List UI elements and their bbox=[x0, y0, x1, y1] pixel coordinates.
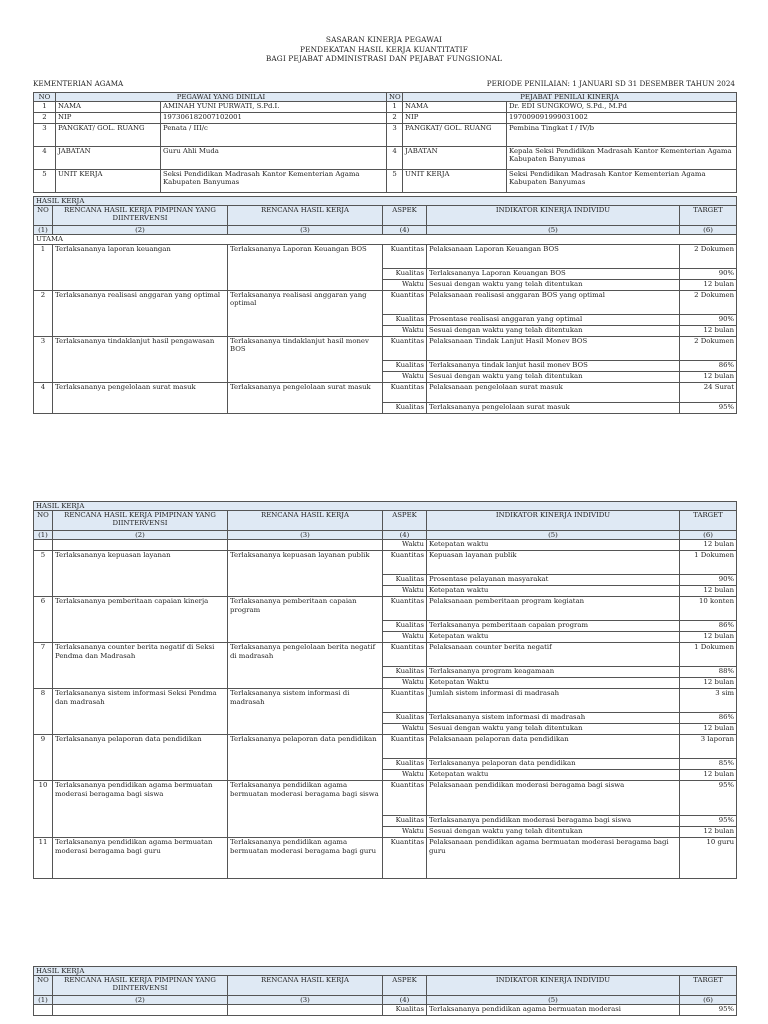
target-cell: 10 konten bbox=[680, 597, 737, 621]
aspek-cell: Waktu bbox=[383, 678, 427, 689]
indikator-cell: Ketepatan Waktu bbox=[427, 678, 680, 689]
col-header-rhk: RENCANA HASIL KERJA bbox=[228, 511, 383, 531]
indikator-cell: Pelaksanaan pendidikan moderasi beragama bagi siswa bbox=[427, 781, 680, 816]
document-page-1 bbox=[0, 0, 768, 440]
rhk-cell: Terlaksananya sistem informasi di madrasah bbox=[228, 689, 383, 735]
aspek-cell: Kualitas bbox=[383, 667, 427, 678]
indikator-cell: Sesuai dengan waktu yang telah ditentukan bbox=[427, 827, 680, 838]
identity-label: PANGKAT/ GOL. RUANG bbox=[56, 124, 161, 147]
aspek-cell: Kualitas bbox=[383, 1005, 427, 1016]
target-cell: 2 Dokumen bbox=[680, 290, 737, 314]
identity-left-title: PEGAWAI YANG DINILAI bbox=[56, 93, 387, 102]
table-row bbox=[34, 597, 737, 621]
table-row bbox=[34, 382, 737, 402]
table-row bbox=[34, 244, 737, 268]
target-cell: 85% bbox=[680, 759, 737, 770]
identity-label-right: PANGKAT/ GOL. RUANG bbox=[403, 124, 507, 147]
section-row bbox=[34, 197, 737, 206]
target-cell: 12 bulan bbox=[680, 586, 737, 597]
target-cell: 2 Dokumen bbox=[680, 244, 737, 268]
hasil-kerja-table-1 bbox=[33, 196, 737, 414]
aspek-cell: Kuantitas bbox=[383, 382, 427, 402]
target-cell: 95% bbox=[680, 402, 737, 413]
rhk-pimpinan-empty bbox=[53, 540, 228, 551]
employee-value: Penata / III/c bbox=[161, 124, 387, 147]
identity-label-right: UNIT KERJA bbox=[403, 170, 507, 193]
column-number: (1) bbox=[34, 531, 53, 540]
utama-label: UTAMA bbox=[34, 235, 737, 244]
indikator-cell: Pelaksanaan realisasi anggaran BOS yang optimal bbox=[427, 290, 680, 314]
indikator-cell: Pelaksanaan pendidikan agama bermuatan moderasi beragama bagi guru bbox=[427, 838, 680, 879]
header-line-1: SASARAN KINERJA PEGAWAI bbox=[325, 35, 443, 44]
item-no: 7 bbox=[34, 643, 53, 689]
aspek-cell: Waktu bbox=[383, 586, 427, 597]
target-cell: 86% bbox=[680, 360, 737, 371]
col-header-indikator: INDIKATOR KINERJA INDIVIDU bbox=[427, 206, 680, 226]
aspek-cell: Kuantitas bbox=[383, 735, 427, 759]
target-cell: 12 bulan bbox=[680, 540, 737, 551]
aspek-cell: Kualitas bbox=[383, 759, 427, 770]
target-cell: 2 Dokumen bbox=[680, 336, 737, 360]
rhk-cell: Terlaksananya kepuasan layanan publik bbox=[228, 551, 383, 597]
table-row bbox=[34, 1005, 737, 1016]
col-header-rhk: RENCANA HASIL KERJA bbox=[228, 976, 383, 996]
rhk-pimpinan-cell: Terlaksananya pemberitaan capaian kinerja bbox=[53, 597, 228, 643]
table-row bbox=[34, 838, 737, 879]
target-cell: 1 Dokumen bbox=[680, 643, 737, 667]
employee-value: Guru Ahli Muda bbox=[161, 147, 387, 170]
item-no: 2 bbox=[34, 290, 53, 336]
aspek-cell: Kuantitas bbox=[383, 689, 427, 713]
identity-row bbox=[34, 102, 737, 113]
indikator-cell: Ketepatan waktu bbox=[427, 586, 680, 597]
column-number-row bbox=[34, 996, 737, 1005]
indikator-cell: Pelaksanaan pengelolaan surat masuk bbox=[427, 382, 680, 402]
aspek-cell: Waktu bbox=[383, 770, 427, 781]
identity-label: NAMA bbox=[56, 102, 161, 113]
rhk-cell: Terlaksananya pendidikan agama bermuatan moderasi beragama bagi siswa bbox=[228, 781, 383, 838]
identity-no-right: 1 bbox=[387, 102, 403, 113]
ministry-label: KEMENTERIAN AGAMA bbox=[33, 79, 124, 88]
identity-row bbox=[34, 170, 737, 193]
col-header-no: NO bbox=[34, 206, 53, 226]
target-cell: 90% bbox=[680, 268, 737, 279]
section-row bbox=[34, 967, 737, 976]
rhk-cell: Terlaksananya Laporan Keuangan BOS bbox=[228, 244, 383, 290]
item-no: 5 bbox=[34, 551, 53, 597]
rhk-cell: Terlaksananya pelaporan data pendidikan bbox=[228, 735, 383, 781]
column-number: (1) bbox=[34, 996, 53, 1005]
employee-value: AMINAH YUNI PURWATI, S.Pd.I. bbox=[161, 102, 387, 113]
target-cell: 12 bulan bbox=[680, 770, 737, 781]
column-header-row bbox=[34, 206, 737, 226]
indikator-cell: Sesuai dengan waktu yang telah ditentukan bbox=[427, 279, 680, 290]
indikator-cell: Kepuasan layanan publik bbox=[427, 551, 680, 575]
col-header-target: TARGET bbox=[680, 511, 737, 531]
rhk-cell: Terlaksananya tindaklanjut hasil monev BOS bbox=[228, 336, 383, 382]
table-row bbox=[34, 540, 737, 551]
indikator-cell: Terlaksananya pengelolaan surat masuk bbox=[427, 402, 680, 413]
indikator-cell: Ketepatan waktu bbox=[427, 632, 680, 643]
indikator-cell: Terlaksananya Laporan Keuangan BOS bbox=[427, 268, 680, 279]
column-number: (3) bbox=[228, 531, 383, 540]
indikator-cell: Terlaksananya sistem informasi di madrasah bbox=[427, 713, 680, 724]
table-row bbox=[34, 551, 737, 575]
target-cell: 86% bbox=[680, 621, 737, 632]
item-no: 6 bbox=[34, 597, 53, 643]
indikator-cell: Terlaksananya program keagamaan bbox=[427, 667, 680, 678]
item-no: 4 bbox=[34, 382, 53, 413]
rhk-pimpinan-cell: Terlaksananya pengelolaan surat masuk bbox=[53, 382, 228, 413]
rhk-pimpinan-cell: Terlaksananya realisasi anggaran yang optimal bbox=[53, 290, 228, 336]
column-number: (2) bbox=[53, 531, 228, 540]
col-header-aspek: ASPEK bbox=[383, 511, 427, 531]
utama-row bbox=[34, 235, 737, 244]
table-row bbox=[34, 336, 737, 360]
col-header-target: TARGET bbox=[680, 976, 737, 996]
target-cell: 95% bbox=[680, 816, 737, 827]
indikator-cell: Sesuai dengan waktu yang telah ditentukan bbox=[427, 724, 680, 735]
indikator-cell: Terlaksananya pelaporan data pendidikan bbox=[427, 759, 680, 770]
rhk-cell: Terlaksananya pemberitaan capaian program bbox=[228, 597, 383, 643]
employee-value: Seksi Pendidikan Madrasah Kantor Kementerian Agama Kabupaten Banyumas bbox=[161, 170, 387, 193]
identity-row bbox=[34, 124, 737, 147]
column-number: (1) bbox=[34, 226, 53, 235]
col-header-aspek: ASPEK bbox=[383, 206, 427, 226]
indikator-cell: Pelaksanaan Tindak Lanjut Hasil Monev BOS bbox=[427, 336, 680, 360]
aspek-cell: Kuantitas bbox=[383, 643, 427, 667]
aspek-cell: Kualitas bbox=[383, 360, 427, 371]
item-no-empty bbox=[34, 1005, 53, 1016]
aspek-cell: Waktu bbox=[383, 371, 427, 382]
aspek-cell: Kualitas bbox=[383, 314, 427, 325]
rhk-cell: Terlaksananya pengelolaan berita negatif di madrasah bbox=[228, 643, 383, 689]
column-number: (6) bbox=[680, 996, 737, 1005]
column-number: (3) bbox=[228, 996, 383, 1005]
identity-label-right: JABATAN bbox=[403, 147, 507, 170]
indikator-cell: Terlaksananya tindak lanjut hasil monev BOS bbox=[427, 360, 680, 371]
table-row bbox=[34, 643, 737, 667]
identity-col-no: NO bbox=[34, 93, 56, 102]
identity-col-no-right: NO bbox=[387, 93, 403, 102]
column-number: (6) bbox=[680, 531, 737, 540]
identity-no: 3 bbox=[34, 124, 56, 147]
identity-row bbox=[34, 147, 737, 170]
col-header-aspek: ASPEK bbox=[383, 976, 427, 996]
identity-no-right: 5 bbox=[387, 170, 403, 193]
rhk-pimpinan-cell: Terlaksananya counter berita negatif di Seksi Pendma dan Madrasah bbox=[53, 643, 228, 689]
target-cell: 12 bulan bbox=[680, 827, 737, 838]
rhk-empty bbox=[228, 540, 383, 551]
target-cell: 90% bbox=[680, 314, 737, 325]
column-header-row bbox=[34, 976, 737, 996]
aspek-cell: Kuantitas bbox=[383, 597, 427, 621]
header-line-2: PENDEKATAN HASIL KERJA KUANTITATIF bbox=[300, 44, 468, 54]
col-header-indikator: INDIKATOR KINERJA INDIVIDU bbox=[427, 976, 680, 996]
target-cell: 90% bbox=[680, 575, 737, 586]
rhk-pimpinan-empty bbox=[53, 1005, 228, 1016]
identity-label: UNIT KERJA bbox=[56, 170, 161, 193]
col-header-rhk-pimpinan: RENCANA HASIL KERJA PIMPINAN YANG DIINTERVENSI bbox=[53, 976, 228, 996]
indikator-cell: Jumlah sistem informasi di madrasah bbox=[427, 689, 680, 713]
section-title: HASIL KERJA bbox=[34, 967, 737, 976]
identity-label: JABATAN bbox=[56, 147, 161, 170]
supervisor-value: Dr. EDI SUNGKOWO, S.Pd., M.Pd bbox=[507, 102, 737, 113]
target-cell: 10 guru bbox=[680, 838, 737, 879]
document-header bbox=[0, 35, 768, 64]
rhk-pimpinan-cell: Terlaksananya pelaporan data pendidikan bbox=[53, 735, 228, 781]
hasil-kerja-table-3 bbox=[33, 966, 737, 1016]
target-cell: 12 bulan bbox=[680, 279, 737, 290]
rhk-empty bbox=[228, 1005, 383, 1016]
item-no-empty bbox=[34, 540, 53, 551]
aspek-cell: Kuantitas bbox=[383, 781, 427, 816]
aspek-cell: Kualitas bbox=[383, 713, 427, 724]
aspek-cell: Kualitas bbox=[383, 268, 427, 279]
identity-no: 1 bbox=[34, 102, 56, 113]
indikator-cell: Prosentase realisasi anggaran yang optimal bbox=[427, 314, 680, 325]
item-no: 8 bbox=[34, 689, 53, 735]
rhk-pimpinan-cell: Terlaksananya kepuasan layanan bbox=[53, 551, 228, 597]
document-page-3 bbox=[0, 965, 768, 1024]
indikator-cell: Pelaksanaan pelaporan data pendidikan bbox=[427, 735, 680, 759]
column-number: (2) bbox=[53, 226, 228, 235]
col-header-rhk-pimpinan: RENCANA HASIL KERJA PIMPINAN YANG DIINTERVENSI bbox=[53, 206, 228, 226]
aspek-cell: Kualitas bbox=[383, 621, 427, 632]
indikator-cell: Pelaksanaan Laporan Keuangan BOS bbox=[427, 244, 680, 268]
indikator-cell: Prosentase pelayanan masyarakat bbox=[427, 575, 680, 586]
aspek-cell: Waktu bbox=[383, 724, 427, 735]
aspek-cell: Kuantitas bbox=[383, 290, 427, 314]
target-cell: 12 bulan bbox=[680, 632, 737, 643]
rhk-pimpinan-cell: Terlaksananya sistem informasi Seksi Pendma dan madrasah bbox=[53, 689, 228, 735]
column-header-row bbox=[34, 511, 737, 531]
item-no: 1 bbox=[34, 244, 53, 290]
rhk-cell: Terlaksananya realisasi anggaran yang optimal bbox=[228, 290, 383, 336]
identity-label-right: NIP bbox=[403, 113, 507, 124]
target-cell: 88% bbox=[680, 667, 737, 678]
target-cell: 12 bulan bbox=[680, 325, 737, 336]
column-number: (6) bbox=[680, 226, 737, 235]
supervisor-value: Kepala Seksi Pendidikan Madrasah Kantor Kementerian Agama Kabupaten Banyumas bbox=[507, 147, 737, 170]
identity-label-right: NAMA bbox=[403, 102, 507, 113]
aspek-cell: Waktu bbox=[383, 827, 427, 838]
target-cell: 3 sim bbox=[680, 689, 737, 713]
section-title: HASIL KERJA bbox=[34, 502, 737, 511]
col-header-no: NO bbox=[34, 976, 53, 996]
target-cell: 1 Dokumen bbox=[680, 551, 737, 575]
target-cell: 12 bulan bbox=[680, 371, 737, 382]
table-row bbox=[34, 781, 737, 816]
column-number: (4) bbox=[383, 996, 427, 1005]
indikator-cell: Ketepatan waktu bbox=[427, 770, 680, 781]
column-number: (4) bbox=[383, 226, 427, 235]
target-cell: 86% bbox=[680, 713, 737, 724]
identity-no: 5 bbox=[34, 170, 56, 193]
aspek-cell: Waktu bbox=[383, 325, 427, 336]
identity-label: NIP bbox=[56, 113, 161, 124]
column-number: (3) bbox=[228, 226, 383, 235]
column-number: (5) bbox=[427, 996, 680, 1005]
aspek-cell: Waktu bbox=[383, 279, 427, 290]
target-cell: 95% bbox=[680, 781, 737, 816]
rhk-cell: Terlaksananya pendidikan agama bermuatan moderasi beragama bagi guru bbox=[228, 838, 383, 879]
section-row bbox=[34, 502, 737, 511]
col-header-no: NO bbox=[34, 511, 53, 531]
indikator-cell: Pelaksanaan counter berita negatif bbox=[427, 643, 680, 667]
col-header-target: TARGET bbox=[680, 206, 737, 226]
supervisor-value: 197009091999031002 bbox=[507, 113, 737, 124]
indikator-cell: Sesuai dengan waktu yang telah ditentukan bbox=[427, 325, 680, 336]
target-cell: 95% bbox=[680, 1005, 737, 1016]
identity-no-right: 2 bbox=[387, 113, 403, 124]
rhk-pimpinan-cell: Terlaksananya laporan keuangan bbox=[53, 244, 228, 290]
identity-table bbox=[33, 92, 737, 193]
aspek-cell: Kualitas bbox=[383, 402, 427, 413]
aspek-cell: Kuantitas bbox=[383, 336, 427, 360]
table-row bbox=[34, 735, 737, 759]
document-page-2 bbox=[0, 500, 768, 890]
col-header-rhk-pimpinan: RENCANA HASIL KERJA PIMPINAN YANG DIINTERVENSI bbox=[53, 511, 228, 531]
column-number: (5) bbox=[427, 226, 680, 235]
indikator-cell: Terlaksananya pendidikan agama bermuatan moderasi bbox=[427, 1005, 680, 1016]
identity-row bbox=[34, 113, 737, 124]
identity-no-right: 4 bbox=[387, 147, 403, 170]
identity-right-title: PEJABAT PENILAI KINERJA bbox=[403, 93, 737, 102]
target-cell: 3 laporan bbox=[680, 735, 737, 759]
col-header-rhk: RENCANA HASIL KERJA bbox=[228, 206, 383, 226]
target-cell: 12 bulan bbox=[680, 678, 737, 689]
rhk-pimpinan-cell: Terlaksananya pendidikan agama bermuatan moderasi beragama bagi siswa bbox=[53, 781, 228, 838]
aspek-cell: Kuantitas bbox=[383, 244, 427, 268]
column-number: (4) bbox=[383, 531, 427, 540]
column-number-row bbox=[34, 531, 737, 540]
column-number: (5) bbox=[427, 531, 680, 540]
aspek-cell: Waktu bbox=[383, 540, 427, 551]
aspek-cell: Waktu bbox=[383, 632, 427, 643]
supervisor-value: Pembina Tingkat I / IV/b bbox=[507, 124, 737, 147]
period-label: PERIODE PENILAIAN: 1 JANUARI SD 31 DESEMBER TAHUN 2024 bbox=[486, 79, 735, 88]
identity-no: 4 bbox=[34, 147, 56, 170]
item-no: 9 bbox=[34, 735, 53, 781]
employee-value: 197306182007102001 bbox=[161, 113, 387, 124]
target-cell: 12 bulan bbox=[680, 724, 737, 735]
indikator-cell: Terlaksananya pemberitaan capaian program bbox=[427, 621, 680, 632]
identity-no: 2 bbox=[34, 113, 56, 124]
indikator-cell: Pelaksanaan pemberitaan program kegiatan bbox=[427, 597, 680, 621]
item-no: 10 bbox=[34, 781, 53, 838]
indikator-cell: Ketepatan waktu bbox=[427, 540, 680, 551]
section-title: HASIL KERJA bbox=[34, 197, 737, 206]
rhk-pimpinan-cell: Terlaksananya tindaklanjut hasil pengawasan bbox=[53, 336, 228, 382]
rhk-pimpinan-cell: Terlaksananya pendidikan agama bermuatan moderasi beragama bagi guru bbox=[53, 838, 228, 879]
aspek-cell: Kualitas bbox=[383, 816, 427, 827]
supervisor-value: Seksi Pendidikan Madrasah Kantor Kementerian Agama Kabupaten Banyumas bbox=[507, 170, 737, 193]
table-row bbox=[34, 689, 737, 713]
item-no: 3 bbox=[34, 336, 53, 382]
aspek-cell: Kuantitas bbox=[383, 838, 427, 879]
target-cell: 24 Surat bbox=[680, 382, 737, 402]
table-row bbox=[34, 290, 737, 314]
indikator-cell: Terlaksananya pendidikan moderasi beragama bagi siswa bbox=[427, 816, 680, 827]
aspek-cell: Kualitas bbox=[383, 575, 427, 586]
aspek-cell: Kuantitas bbox=[383, 551, 427, 575]
item-no: 11 bbox=[34, 838, 53, 879]
col-header-indikator: INDIKATOR KINERJA INDIVIDU bbox=[427, 511, 680, 531]
indikator-cell: Sesuai dengan waktu yang telah ditentukan bbox=[427, 371, 680, 382]
column-number: (2) bbox=[53, 996, 228, 1005]
rhk-cell: Terlaksananya pengelolaan surat masuk bbox=[228, 382, 383, 413]
header-line-3: BAGI PEJABAT ADMINISTRASI DAN PEJABAT FUNGSIONAL bbox=[265, 54, 503, 63]
identity-no-right: 3 bbox=[387, 124, 403, 147]
column-number-row bbox=[34, 226, 737, 235]
hasil-kerja-table-2 bbox=[33, 501, 737, 879]
